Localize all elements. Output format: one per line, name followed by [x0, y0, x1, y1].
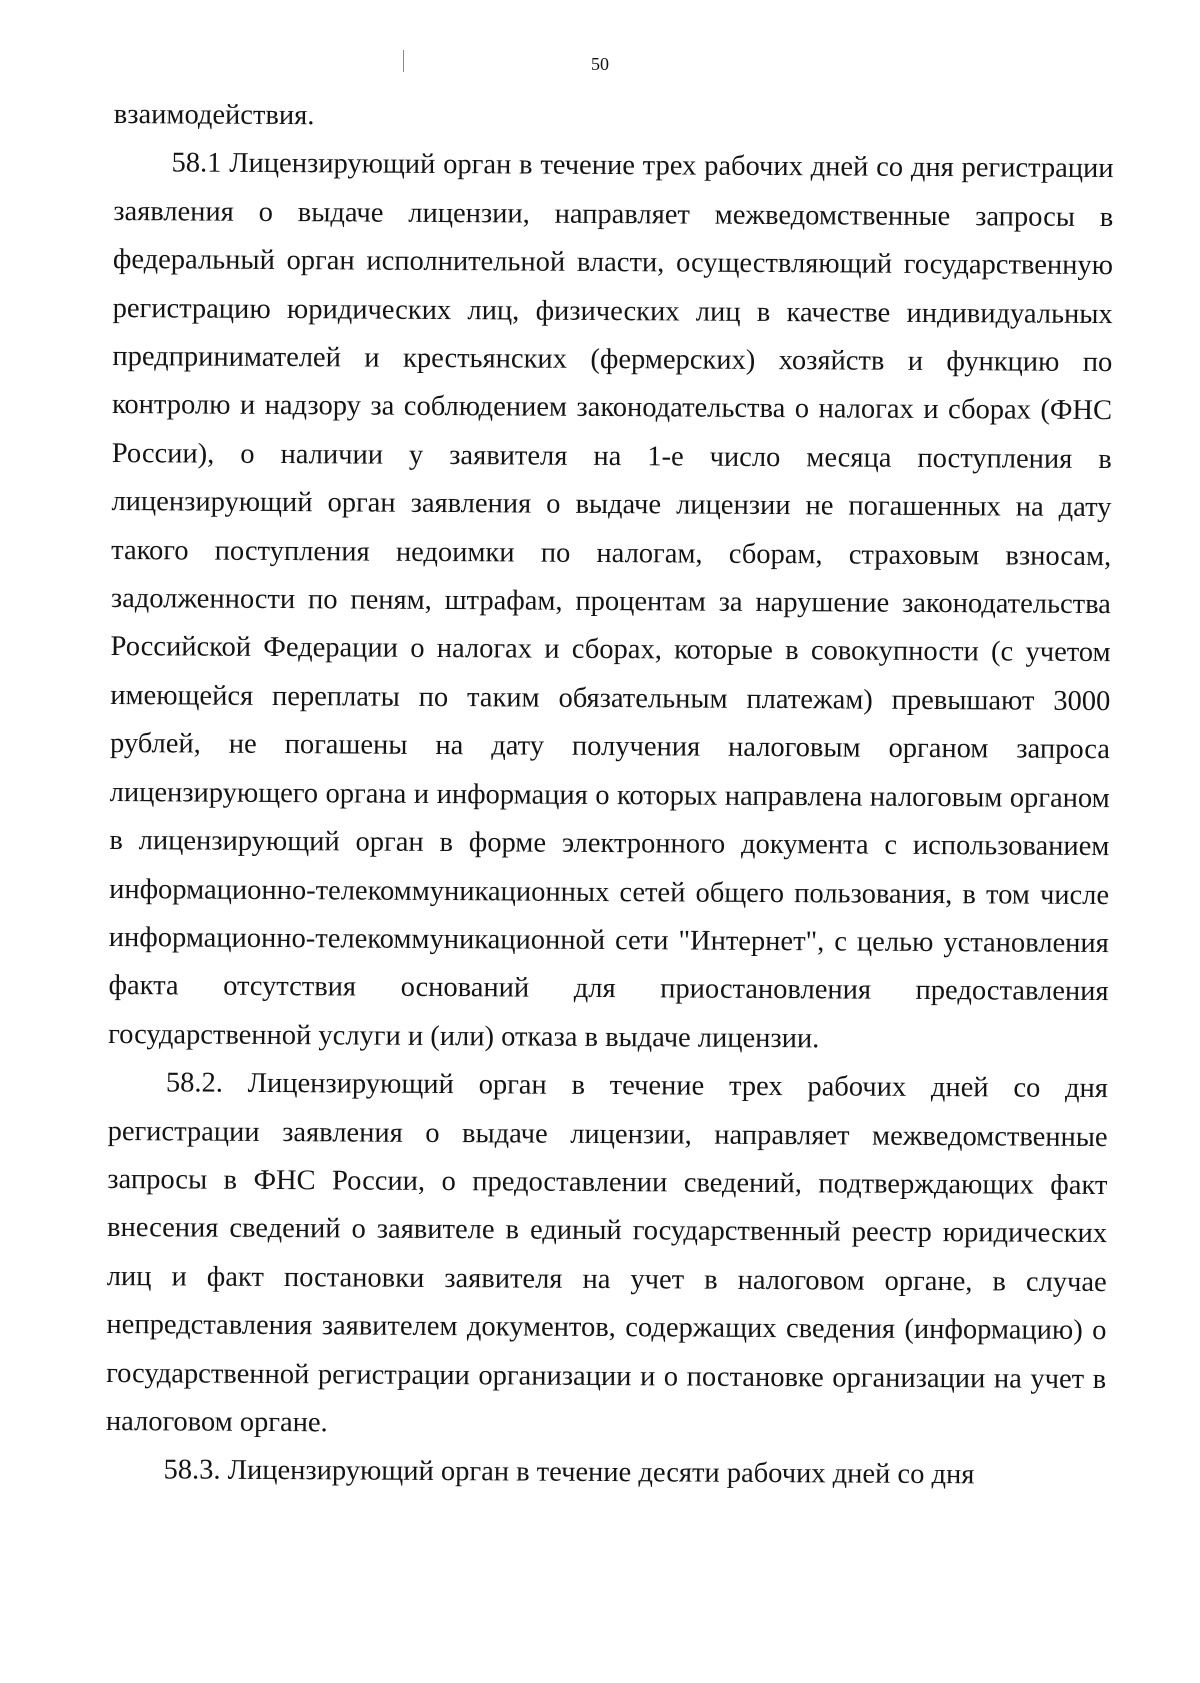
paragraph-continuation: взаимодействия.: [113, 98, 315, 132]
paragraph-58-3: 58.3. Лицензирующий орган в течение десяти рабочих дней со дня: [163, 1454, 975, 1491]
page-number: 50: [591, 54, 609, 74]
document-body: [105, 91, 1114, 1501]
paragraph-58-2: 58.2. Лицензирующий орган в течение трех рабочих дней со дня регистрации заявления о выдаче лицензии, направляет межведомственные запросы в ФНС России, о предоставлении сведений, подтверждающих факт внесения сведений о заявителе в единый государственный реестр юридических лиц и факт постановки заявителя на учет в налоговом органе, в случае непредставления заявителем документов, содержащих сведения (информацию) о государственной регистрации организации и о постановке организации на учет в налоговом органе.: [105, 1067, 1109, 1439]
paragraph-58-1: 58.1 Лицензирующий орган в течение трех рабочих дней со дня регистрации заявления о выдаче лицензии, направляет межведомственные запросы в федеральный орган исполнительной власти, осуществляющий государственную регистрацию юридических лиц, физических лиц в качестве индивидуальных предпринимателей и крестьянских (фермерских) хозяйств и функцию по контролю и надзору за соблюдением законодательства о налогах и сборах (ФНС России), о наличии у заявителя на 1-е число месяца поступления в лицензирующий орган заявления о выдаче лицензии не погашенных на дату такого поступления недоимки по налогам, сборам, страховым взносам, задолженности по пеням, штрафам, процентам за нарушение законодательства Российской Федерации о налогах и сборах, которые в совокупности (с учетом имеющейся переплаты по таким обязательным платежам) превышают 3000 рублей, не погашены на дату получения налоговым органом запроса лицензирующего органа и информация о которых направлена налоговым органом в лицензирующий орган в форме электронного документа с использованием информационно-телекоммуникационных сетей общего пользования, в том числе информационно-телекоммуникационной сети "Интернет", с целью установления факта отсутствия оснований для приостановления предоставления государственной услуги и (или) отказа в выдаче лицензии.: [108, 147, 1114, 1055]
